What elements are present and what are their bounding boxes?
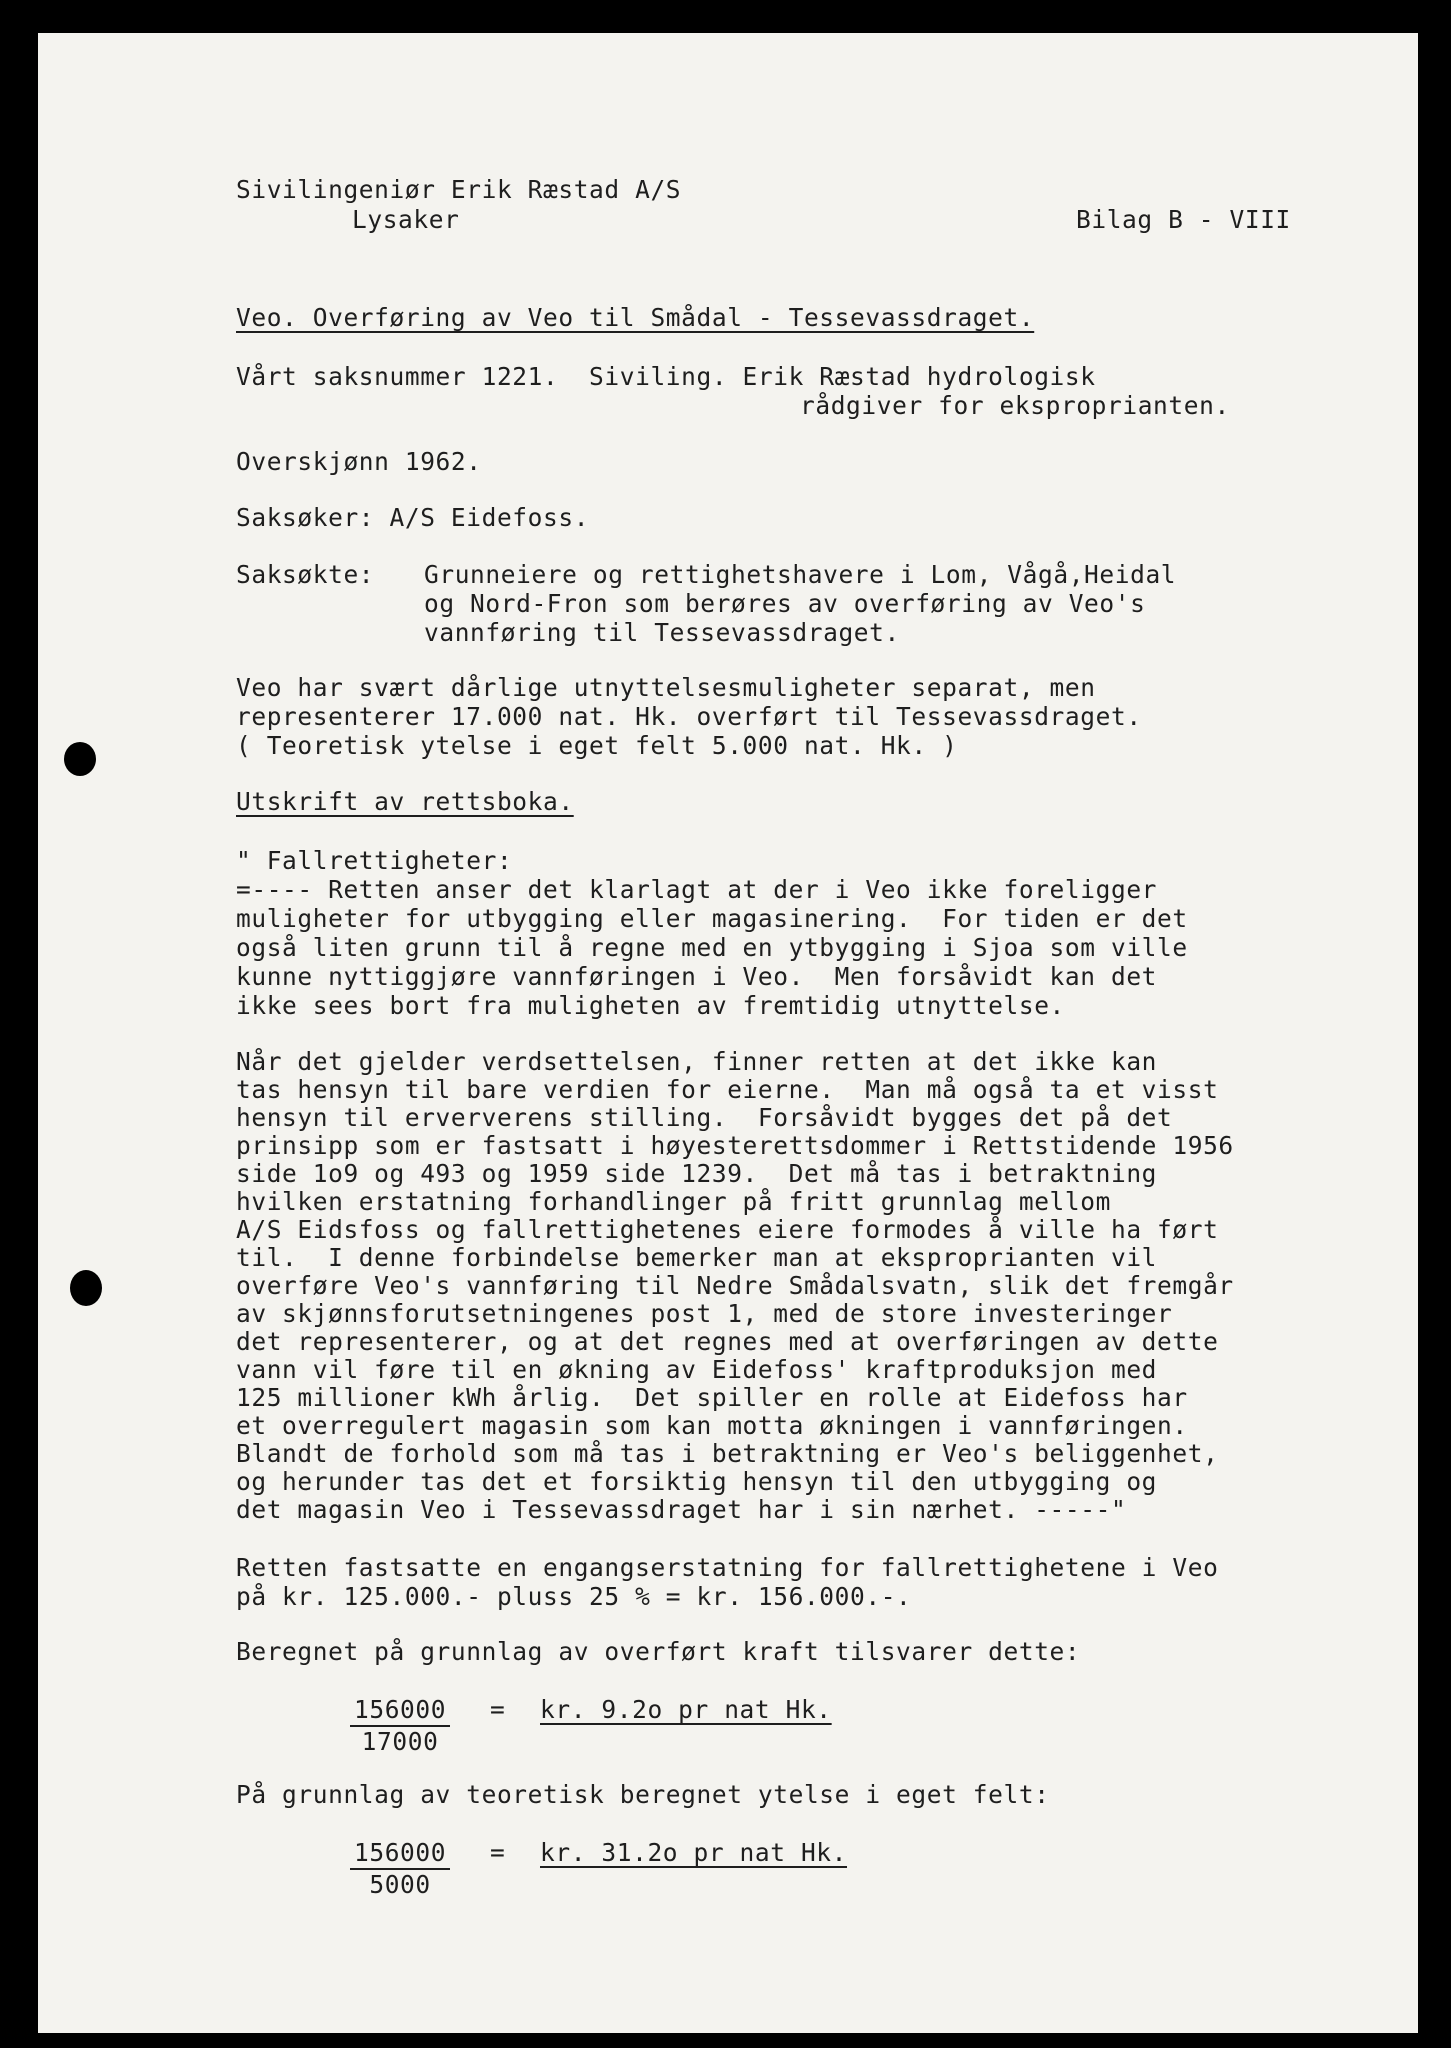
quote-line: Når det gjelder verdsettelsen, finner retten at det ikke kan	[236, 1047, 1158, 1076]
calc1-numerator: 156000	[350, 1695, 450, 1727]
quote-line: A/S Eidsfoss og fallrettighetenes eiere formodes å ville ha ført	[236, 1215, 1219, 1244]
summary-line: representerer 17.000 nat. Hk. overført til Tessevassdraget.	[236, 702, 1142, 731]
calc2-denominator: 5000	[369, 1870, 431, 1899]
quote-line: et overregulert magasin som kan motta økningen i vannføringen.	[236, 1411, 1188, 1440]
quote-line: " Fallrettigheter:	[236, 846, 513, 875]
ruling-line: Retten fastsatte en engangserstatning for fallrettighetene i Veo	[236, 1553, 1219, 1582]
calc1-result: kr. 9.2o pr nat Hk.	[540, 1695, 832, 1724]
summary-line: ( Teoretisk ytelse i eget felt 5.000 nat. Hk. )	[236, 731, 958, 760]
quote-line: hvilken erstatning forhandlinger på fritt grunnlag mellom	[236, 1187, 1111, 1216]
punch-hole-bottom	[70, 1270, 102, 1306]
saksokte-line: vannføring til Tessevassdraget.	[424, 618, 900, 647]
quote-line: det magasin Veo i Tessevassdraget har i sin nærhet. -----"	[236, 1495, 1127, 1524]
case-line-2: rådgiver for eksproprianten.	[800, 391, 1230, 420]
quote-line: muligheter for utbygging eller magasinering. For tiden er det	[236, 904, 1188, 933]
ruling-line: på kr. 125.000.- pluss 25 % = kr. 156.000.-.	[236, 1582, 912, 1611]
calc2-equals: =	[490, 1838, 506, 1867]
bilag-label: Bilag B - VIII	[1076, 205, 1291, 234]
punch-hole-top	[64, 742, 96, 776]
company-place: Lysaker	[352, 205, 460, 234]
quote-line: 125 millioner kWh årlig. Det spiller en rolle at Eidefoss har	[236, 1383, 1188, 1412]
calc1-intro: Beregnet på grunnlag av overført kraft tilsvarer dette:	[236, 1637, 1081, 1666]
calc2-numerator: 156000	[350, 1838, 450, 1870]
case-line-1: Vårt saksnummer 1221. Siviling. Erik Ræstad hydrologisk	[236, 362, 1096, 391]
quote-line: av skjønnsforutsetningenes post 1, med de store investeringer	[236, 1299, 1173, 1328]
quote-line: side 1o9 og 493 og 1959 side 1239. Det må tas i betraktning	[236, 1159, 1158, 1188]
saksoker: Saksøker: A/S Eidefoss.	[236, 503, 590, 532]
excerpt-heading: Utskrift av rettsboka.	[236, 787, 574, 816]
calc2-result: kr. 31.2o pr nat Hk.	[540, 1838, 848, 1867]
document-page	[38, 33, 1418, 2033]
quote-line: ikke sees bort fra muligheten av fremtidig utnyttelse.	[236, 991, 1065, 1020]
quote-line: hensyn til erververens stilling. Forsåvidt bygges det på det	[236, 1103, 1173, 1132]
quote-line: =---- Retten anser det klarlagt at der i Veo ikke foreligger	[236, 875, 1158, 904]
overskjonn: Overskjønn 1962.	[236, 447, 482, 476]
saksokte-line: Grunneiere og rettighetshavere i Lom, Vågå,Heidal	[424, 560, 1177, 589]
quote-line: prinsipp som er fastsatt i høyesterettsdommer i Rettstidende 1956	[236, 1131, 1234, 1160]
quote-line: kunne nyttiggjøre vannføringen i Veo. Men forsåvidt kan det	[236, 962, 1158, 991]
calc1-fraction	[350, 1695, 450, 1756]
quote-line: også liten grunn til å regne med en ytbygging i Sjoa som ville	[236, 933, 1188, 962]
calc2-fraction	[350, 1838, 450, 1899]
quote-line: det representerer, og at det regnes med at overføringen av dette	[236, 1327, 1219, 1356]
summary-line: Veo har svært dårlige utnyttelsesmuligheter separat, men	[236, 673, 1096, 702]
calc2-intro: På grunnlag av teoretisk beregnet ytelse i eget felt:	[236, 1780, 1050, 1809]
company-name: Sivilingeniør Erik Ræstad A/S	[236, 175, 682, 204]
calc1-equals: =	[490, 1695, 506, 1724]
saksokte-line: og Nord-Fron som berøres av overføring av Veo's	[424, 589, 1146, 618]
document-title: Veo. Overføring av Veo til Smådal - Tessevassdraget.	[236, 303, 1035, 332]
quote-line: tas hensyn til bare verdien for eierne. Man må også ta et visst	[236, 1075, 1219, 1104]
calc1-denominator: 17000	[361, 1727, 439, 1756]
quote-line: vann vil føre til en økning av Eidefoss' kraftproduksjon med	[236, 1355, 1158, 1384]
quote-line: overføre Veo's vannføring til Nedre Smådalsvatn, slik det fremgår	[236, 1271, 1234, 1300]
saksokte-label: Saksøkte:	[236, 560, 375, 589]
quote-line: Blandt de forhold som må tas i betraktning er Veo's beliggenhet,	[236, 1439, 1219, 1468]
quote-line: og herunder tas det et forsiktig hensyn til den utbygging og	[236, 1467, 1158, 1496]
quote-line: til. I denne forbindelse bemerker man at eksproprianten vil	[236, 1243, 1158, 1272]
